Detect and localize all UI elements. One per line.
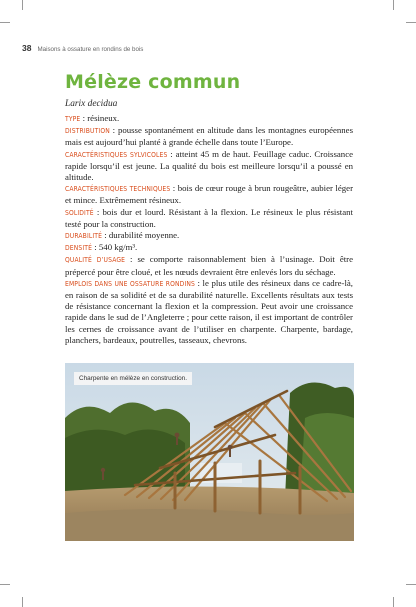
species-properties	[65, 113, 353, 346]
property-entry	[65, 207, 353, 230]
property-label: CARACTÉRISTIQUES TECHNIQUES	[65, 185, 171, 194]
crop-mark	[406, 584, 416, 585]
property-text: le plus utile des résineux dans ce cadre-là, en raison de sa solidité et de sa durabilité naturelle. Excellents résultats aux tests de résistance concernant la flexion et la compression. Peut avoir une croissance rapide dans le sud de l’Angleterre ; pour cette raison, il est important de contrôler les cernes de croissance avant de l’utiliser en charpente. Charpente, bardage, planchers, bardeaux, poutrelles, tasseaux, chevrons.	[65, 277, 354, 345]
property-label: QUALITÉ D’USAGE	[65, 256, 126, 265]
species-title: Mélèze commun	[65, 71, 241, 93]
property-entry	[65, 242, 353, 254]
photo-caption: Charpente en mélèze en construction.	[74, 372, 192, 385]
property-label: EMPLOIS DANS UNE OSSATURE RONDINS	[65, 279, 195, 288]
property-separator: :	[167, 148, 176, 159]
property-text: résineux.	[87, 113, 120, 123]
property-entry	[65, 183, 353, 206]
running-header	[22, 43, 402, 55]
property-separator: :	[93, 206, 103, 217]
property-label: DENSITÉ	[65, 244, 93, 253]
property-text: durabilité moyenne.	[108, 230, 180, 241]
property-separator: :	[195, 277, 203, 288]
property-text: bois de cœur rouge à brun rougeâtre, aubier léger et mince. Extrêmement résineux.	[65, 183, 353, 206]
property-separator: :	[102, 230, 109, 241]
property-separator: :	[109, 125, 118, 136]
crop-mark	[22, 0, 23, 10]
page-number: 38	[22, 43, 32, 53]
property-separator: :	[92, 242, 99, 253]
property-label: DURABILITÉ	[65, 232, 103, 241]
property-separator: :	[80, 113, 88, 123]
property-entry	[65, 230, 353, 242]
property-text: bois dur et lourd. Résistant à la flexion. Le résineux le plus résistant testé pour la construction.	[65, 206, 353, 229]
crop-mark	[22, 597, 23, 607]
property-text: se comporte raisonnablement bien à l’usinage. Doit être prépercé pour être cloué, et les nœuds devraient être enlevés lors du séchage.	[65, 254, 353, 277]
property-label: DISTRIBUTION	[65, 127, 110, 136]
property-label: SOLIDITÉ	[65, 208, 94, 217]
running-title: Maisons à ossature en rondins de bois	[37, 46, 144, 53]
property-entry	[65, 113, 353, 125]
crop-mark	[0, 584, 10, 585]
property-entry	[65, 278, 353, 346]
crop-mark	[393, 0, 394, 10]
construction-photo	[65, 363, 354, 541]
property-text: 540 kg/m³.	[98, 242, 138, 253]
crop-mark	[393, 597, 394, 607]
crop-mark	[0, 22, 10, 23]
property-entry	[65, 254, 353, 277]
property-label: TYPE	[65, 115, 81, 123]
crop-mark	[406, 22, 416, 23]
property-entry	[65, 149, 353, 184]
property-separator: :	[170, 183, 178, 194]
property-text: pousse spontanément en altitude dans les montagnes européennes mais est aujourd’hui planté à grande échelle dans toute l’Europe.	[65, 125, 354, 148]
latin-name: Larix decidua	[65, 99, 118, 109]
property-label: CARACTÉRISTIQUES SYLVICOLES	[65, 150, 168, 159]
timber-frame-illustration	[65, 363, 354, 541]
property-separator: :	[125, 254, 138, 265]
property-text: atteint 45 m de haut. Feuillage caduc. Croissance rapide lorsqu’il est jeune. La qualité du bois est meilleure lorsqu’il a poussé en altitude.	[65, 148, 353, 183]
property-entry	[65, 125, 353, 148]
